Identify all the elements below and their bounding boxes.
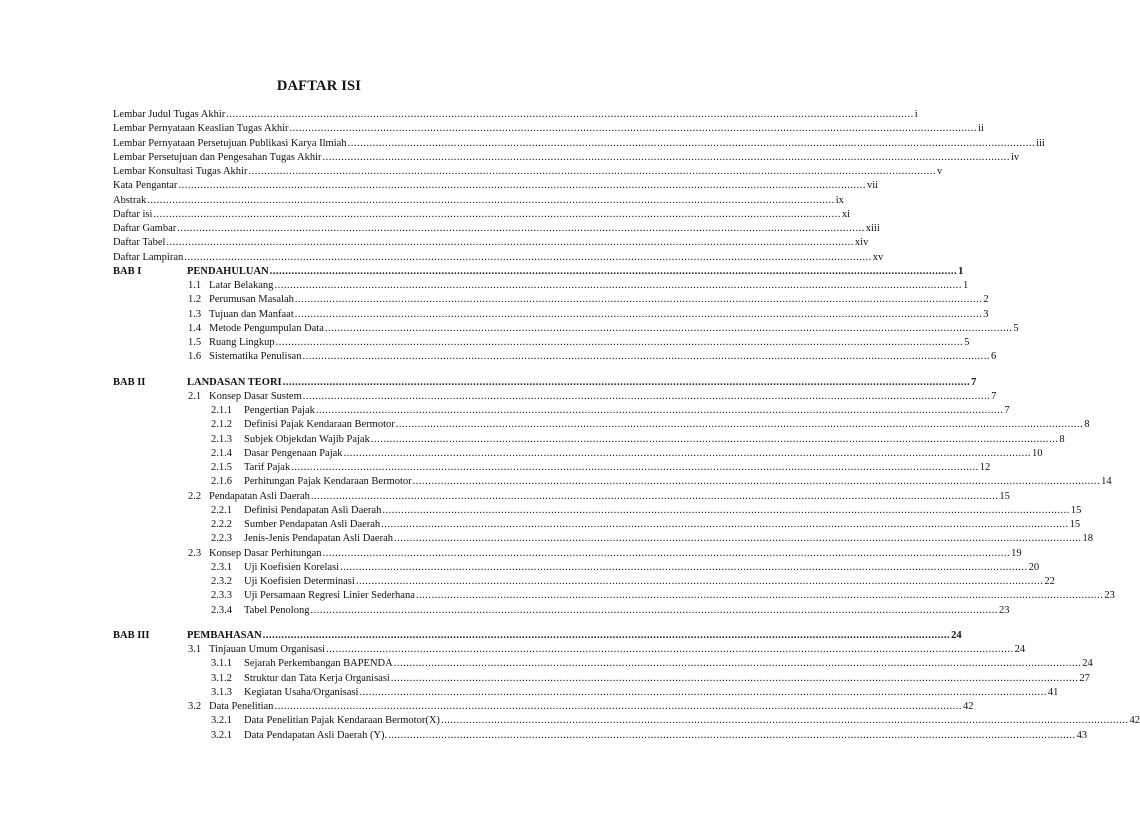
entry-label: Data Penelitian Pajak Kendaraan Bermotor(X) bbox=[244, 715, 440, 727]
entry-label: LANDASAN TEORI bbox=[187, 376, 282, 388]
page-number: 12 bbox=[979, 462, 991, 473]
entry-number: 2.1 bbox=[188, 390, 202, 402]
dot-leader: ............................................................................................................................................................................................................................ bbox=[166, 237, 854, 249]
entry-number: 2.2.2 bbox=[211, 519, 232, 530]
page-number: 24 bbox=[1082, 658, 1093, 670]
toc-subsection[interactable] bbox=[0, 532, 1094, 546]
entry-label: Tarif Pajak bbox=[244, 462, 291, 473]
toc-subsection[interactable] bbox=[0, 447, 1043, 461]
entry-number: 2.3.1 bbox=[211, 561, 232, 573]
entry-label: Definisi Pendapatan Asli Daerah bbox=[244, 504, 382, 516]
entry-label: Daftar Lampiran bbox=[113, 251, 184, 263]
entry-label: Konsep Dasar Sustem bbox=[209, 390, 302, 402]
toc-subsection[interactable] bbox=[0, 461, 991, 475]
entry-number: 2.1.4 bbox=[211, 447, 232, 459]
entry-label: Daftar Tabel bbox=[113, 237, 166, 249]
entry-label: Daftar isi bbox=[113, 208, 153, 220]
entry-label: Abstrak bbox=[113, 194, 147, 206]
entry-number: 1.3 bbox=[188, 308, 202, 320]
page-number: 23 bbox=[998, 604, 1010, 616]
toc-subsection[interactable] bbox=[0, 575, 1055, 589]
dot-leader: ............................................................................................................................................................................................................................ bbox=[147, 194, 835, 206]
dot-leader: ............................................................................................................................................................................................................................ bbox=[390, 672, 1079, 684]
entry-label: Daftar Gambar bbox=[113, 223, 177, 234]
page-number: 15 bbox=[1070, 504, 1082, 516]
page-number: 41 bbox=[1047, 686, 1059, 698]
toc-subsection[interactable] bbox=[0, 604, 1010, 618]
page-number: xi bbox=[841, 208, 851, 220]
dot-leader: ............................................................................................................................................................................................................................ bbox=[282, 376, 971, 388]
page-number: 24 bbox=[1014, 644, 1026, 655]
entry-number: 2.3.2 bbox=[211, 576, 232, 587]
dot-leader: ............................................................................................................................................................................................................................ bbox=[153, 208, 841, 220]
entry-label: Sejarah Perkembangan BAPENDA bbox=[244, 658, 393, 670]
toc-front-item[interactable] bbox=[0, 251, 884, 265]
dot-leader: ............................................................................................................................................................................................................................ bbox=[440, 715, 1129, 727]
toc-chapter[interactable] bbox=[0, 629, 962, 643]
page-number: 7 bbox=[971, 376, 977, 388]
dot-leader: ............................................................................................................................................................................................................................ bbox=[315, 405, 1004, 416]
entry-number: 1.4 bbox=[188, 322, 202, 334]
dot-leader: ............................................................................................................................................................................................................................ bbox=[248, 166, 936, 177]
page-number: 8 bbox=[1084, 419, 1090, 431]
entry-label: Perhitungan Pajak Kendaraan Bermotor bbox=[244, 476, 412, 488]
dot-leader: ............................................................................................................................................................................................................................ bbox=[294, 308, 983, 320]
dot-leader: ............................................................................................................................................................................................................................ bbox=[184, 251, 872, 263]
page-number: ix bbox=[835, 194, 844, 206]
entry-number: 1.2 bbox=[188, 294, 202, 306]
dot-leader: ............................................................................................................................................................................................................................ bbox=[177, 223, 865, 234]
dot-leader: ............................................................................................................................................................................................................................ bbox=[393, 658, 1082, 670]
entry-number: 3.1.2 bbox=[211, 672, 232, 684]
dot-leader: ............................................................................................................................................................................................................................ bbox=[415, 590, 1104, 602]
toc-section[interactable] bbox=[0, 490, 1010, 504]
dot-leader: ............................................................................................................................................................................................................................ bbox=[382, 504, 1070, 516]
toc-section[interactable] bbox=[0, 350, 997, 364]
toc-subsection[interactable] bbox=[0, 672, 1090, 686]
toc-section[interactable] bbox=[0, 279, 969, 293]
entry-number: 2.2.3 bbox=[211, 533, 232, 545]
dot-leader: ............................................................................................................................................................................................................................ bbox=[359, 686, 1047, 698]
entry-number: 3.2.1 bbox=[211, 729, 232, 741]
page-number: 42 bbox=[1129, 715, 1140, 727]
toc-section[interactable] bbox=[0, 322, 1019, 336]
toc-subsection[interactable] bbox=[0, 561, 1040, 575]
entry-label: Ruang Lingkup bbox=[209, 337, 275, 348]
page-number: 1 bbox=[958, 265, 964, 277]
toc-front-item[interactable] bbox=[0, 151, 1020, 165]
page-number: 24 bbox=[951, 629, 962, 641]
entry-label: Uji Koefisien Determinasi bbox=[244, 576, 355, 587]
page-number: 20 bbox=[1028, 561, 1040, 573]
entry-label: Jenis-Jenis Pendapatan Asli Daerah bbox=[244, 533, 394, 545]
page-number: 14 bbox=[1101, 476, 1112, 488]
page-number: 1 bbox=[962, 280, 969, 291]
page-number: vii bbox=[866, 180, 879, 192]
entry-label: Pendapatan Asli Daerah bbox=[209, 490, 310, 502]
toc-front-item[interactable] bbox=[0, 108, 918, 122]
entry-label: Struktur dan Tata Kerja Organisasi bbox=[244, 672, 390, 684]
entry-label: Latar Belakang bbox=[209, 280, 274, 291]
dot-leader: ............................................................................................................................................................................................................................ bbox=[269, 265, 958, 277]
entry-number: 2.2.1 bbox=[211, 504, 232, 516]
page-number: 27 bbox=[1079, 672, 1090, 684]
dot-leader: ............................................................................................................................................................................................................................ bbox=[294, 294, 983, 306]
toc-subsection[interactable] bbox=[0, 729, 1088, 743]
entry-label: Lembar Pernyataan Persetujuan Publikasi Karya Ilmiah bbox=[113, 137, 347, 149]
dot-leader: ............................................................................................................................................................................................................................ bbox=[395, 419, 1084, 431]
entry-label: PENDAHULUAN bbox=[187, 265, 269, 277]
entry-label: Pengertian Pajak bbox=[244, 405, 315, 416]
toc-section[interactable] bbox=[0, 308, 989, 322]
dot-leader: ............................................................................................................................................................................................................................ bbox=[310, 604, 998, 616]
page-number: i bbox=[914, 109, 918, 120]
entry-label: Kegiatan Usaha/Organisasi bbox=[244, 686, 359, 698]
entry-number: 1.1 bbox=[188, 280, 202, 291]
entry-number: BAB I bbox=[113, 265, 142, 277]
page-number: 6 bbox=[990, 351, 997, 363]
entry-number: 2.3.3 bbox=[211, 590, 232, 602]
entry-label: Perumusan Masalah bbox=[209, 294, 294, 306]
dot-leader: ............................................................................................................................................................................................................................ bbox=[370, 433, 1059, 445]
toc-chapter[interactable] bbox=[0, 376, 977, 390]
page-number: 15 bbox=[1069, 519, 1081, 530]
entry-label: PEMBAHASAN bbox=[187, 629, 262, 641]
entry-number: 2.1.3 bbox=[211, 433, 232, 445]
toc-front-item[interactable] bbox=[0, 208, 851, 222]
toc-subsection[interactable] bbox=[0, 686, 1059, 700]
entry-label: Lembar Konsultasi Tugas Akhir bbox=[113, 166, 248, 177]
page-number: 19 bbox=[1011, 547, 1022, 559]
entry-label: Subjek Objekdan Wajib Pajak bbox=[244, 433, 370, 445]
page-number: 22 bbox=[1044, 576, 1055, 587]
toc-front-item[interactable] bbox=[0, 179, 879, 193]
entry-number: BAB III bbox=[113, 629, 150, 641]
toc-subsection[interactable] bbox=[0, 404, 1010, 418]
dot-leader: ............................................................................................................................................................................................................................ bbox=[275, 337, 964, 348]
page-number: 5 bbox=[964, 337, 970, 348]
page-title: DAFTAR ISI bbox=[276, 78, 362, 94]
entry-label: Tinjauan Umum Organisasi bbox=[209, 644, 326, 655]
entry-number: 2.1.2 bbox=[211, 419, 232, 431]
page-number: 42 bbox=[962, 701, 974, 712]
page-number: 7 bbox=[991, 390, 997, 402]
entry-label: Tabel Penolong bbox=[244, 604, 310, 616]
toc-front-item[interactable] bbox=[0, 194, 844, 208]
page-number: 43 bbox=[1076, 729, 1088, 741]
entry-label: Lembar Judul Tugas Akhir bbox=[113, 109, 226, 120]
entry-label: Lembar Persetujuan dan Pengesahan Tugas Akhir bbox=[113, 151, 322, 163]
page-number: 10 bbox=[1032, 447, 1043, 459]
toc-subsection[interactable] bbox=[0, 418, 1090, 432]
entry-number: 1.6 bbox=[188, 351, 202, 363]
page-number: 23 bbox=[1104, 590, 1115, 602]
entry-label: Uji Persamaan Regresi Linier Sederhana bbox=[244, 590, 415, 602]
entry-number: 3.2.1 bbox=[211, 715, 232, 727]
dot-leader: ............................................................................................................................................................................................................................ bbox=[262, 629, 951, 641]
page-number: ii bbox=[978, 123, 984, 135]
entry-label: Data Pendapatan Asli Daerah (Y). bbox=[244, 729, 388, 741]
entry-number: 1.5 bbox=[188, 337, 202, 348]
dot-leader: ............................................................................................................................................................................................................................ bbox=[226, 109, 914, 120]
toc-section[interactable] bbox=[0, 547, 1022, 561]
toc-section[interactable] bbox=[0, 390, 997, 404]
entry-label: Uji Koefisien Korelasi bbox=[244, 561, 340, 573]
dot-leader: ............................................................................................................................................................................................................................ bbox=[355, 576, 1044, 587]
toc-subsection[interactable] bbox=[0, 504, 1082, 518]
toc-subsection[interactable] bbox=[0, 714, 1140, 728]
page-number: 18 bbox=[1082, 533, 1094, 545]
entry-label: Definisi Pajak Kendaraan Bermotor bbox=[244, 419, 395, 431]
dot-leader: ............................................................................................................................................................................................................................ bbox=[322, 151, 1011, 163]
entry-label: Sistematika Penulisan bbox=[209, 351, 302, 363]
page-number: 15 bbox=[999, 490, 1010, 502]
page-number: iii bbox=[1036, 137, 1045, 149]
dot-leader: ............................................................................................................................................................................................................................ bbox=[289, 123, 978, 135]
page-number: xiii bbox=[865, 223, 880, 234]
entry-label: Konsep Dasar Perhitungan bbox=[209, 547, 322, 559]
toc-section[interactable] bbox=[0, 336, 970, 350]
toc-section[interactable] bbox=[0, 293, 989, 307]
page-number: 5 bbox=[1013, 322, 1019, 334]
toc-subsection[interactable] bbox=[0, 657, 1093, 671]
entry-number: 2.1.1 bbox=[211, 405, 232, 416]
dot-leader: ............................................................................................................................................................................................................................ bbox=[381, 519, 1069, 530]
dot-leader: ............................................................................................................................................................................................................................ bbox=[347, 137, 1036, 149]
entry-label: Sumber Pendapatan Asli Daerah bbox=[244, 519, 381, 530]
entry-label: Lembar Pernyataan Keaslian Tugas Akhir bbox=[113, 123, 289, 135]
entry-number: 3.2 bbox=[188, 701, 202, 712]
entry-number: 2.1.5 bbox=[211, 462, 232, 473]
dot-leader: ............................................................................................................................................................................................................................ bbox=[322, 547, 1011, 559]
page-number: 8 bbox=[1059, 433, 1065, 445]
page-number: xv bbox=[872, 251, 884, 263]
dot-leader: ............................................................................................................................................................................................................................ bbox=[343, 447, 1032, 459]
entry-number: 2.3.4 bbox=[211, 604, 232, 616]
entry-number: 3.1 bbox=[188, 644, 202, 655]
page-number: xiv bbox=[854, 237, 869, 249]
toc-front-item[interactable] bbox=[0, 236, 869, 250]
toc-section[interactable] bbox=[0, 700, 974, 714]
entry-label: Data Penelitian bbox=[209, 701, 274, 712]
entry-number: 2.1.6 bbox=[211, 476, 232, 488]
toc-subsection[interactable] bbox=[0, 475, 1112, 489]
entry-number: 2.3 bbox=[188, 547, 202, 559]
dot-leader: ............................................................................................................................................................................................................................ bbox=[302, 351, 990, 363]
dot-leader: ............................................................................................................................................................................................................................ bbox=[310, 490, 999, 502]
entry-label: Metode Pengumpulan Data bbox=[209, 322, 324, 334]
toc-subsection[interactable] bbox=[0, 433, 1065, 447]
dot-leader: ............................................................................................................................................................................................................................ bbox=[388, 729, 1076, 741]
toc-front-item[interactable] bbox=[0, 165, 943, 179]
dot-leader: ............................................................................................................................................................................................................................ bbox=[326, 644, 1014, 655]
toc-section[interactable] bbox=[0, 643, 1026, 657]
dot-leader: ............................................................................................................................................................................................................................ bbox=[291, 462, 979, 473]
page-number: 3 bbox=[983, 308, 989, 320]
entry-label: Kata Pengantar bbox=[113, 180, 178, 192]
toc-subsection[interactable] bbox=[0, 518, 1081, 532]
entry-label: Tujuan dan Manfaat bbox=[209, 308, 294, 320]
dot-leader: ............................................................................................................................................................................................................................ bbox=[340, 561, 1028, 573]
entry-number: 3.1.1 bbox=[211, 658, 232, 670]
dot-leader: ............................................................................................................................................................................................................................ bbox=[412, 476, 1101, 488]
toc-chapter[interactable] bbox=[0, 265, 964, 279]
toc-front-item[interactable] bbox=[0, 137, 1045, 151]
page-number: 2 bbox=[983, 294, 989, 306]
page-number: 7 bbox=[1004, 405, 1010, 416]
entry-number: BAB II bbox=[113, 376, 146, 388]
dot-leader: ............................................................................................................................................................................................................................ bbox=[324, 322, 1013, 334]
entry-number: 2.2 bbox=[188, 490, 202, 502]
page-number: v bbox=[936, 166, 943, 177]
entry-label: Dasar Pengenaan Pajak bbox=[244, 447, 343, 459]
toc-front-item[interactable] bbox=[0, 222, 880, 236]
entry-number: 3.1.3 bbox=[211, 686, 232, 698]
dot-leader: ............................................................................................................................................................................................................................ bbox=[302, 390, 991, 402]
toc-front-item[interactable] bbox=[0, 122, 984, 136]
dot-leader: ............................................................................................................................................................................................................................ bbox=[394, 533, 1082, 545]
toc-subsection[interactable] bbox=[0, 589, 1115, 603]
dot-leader: ............................................................................................................................................................................................................................ bbox=[274, 280, 962, 291]
dot-leader: ............................................................................................................................................................................................................................ bbox=[178, 180, 866, 192]
dot-leader: ............................................................................................................................................................................................................................ bbox=[274, 701, 962, 712]
page-number: iv bbox=[1011, 151, 1020, 163]
